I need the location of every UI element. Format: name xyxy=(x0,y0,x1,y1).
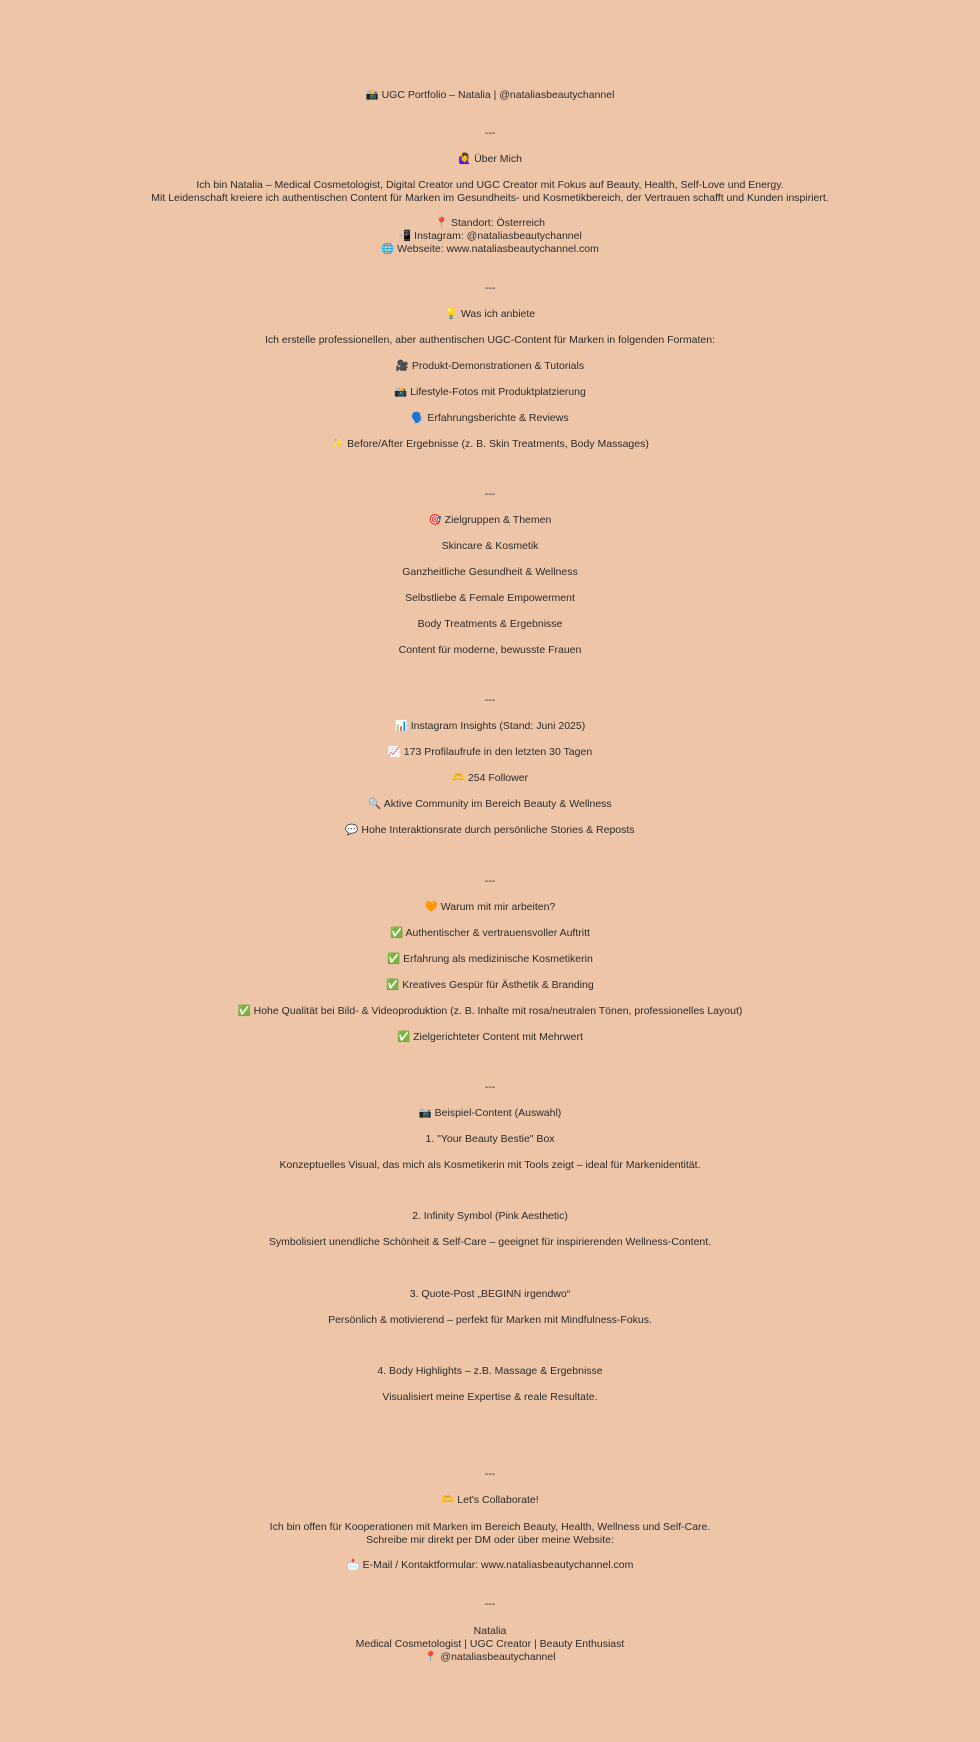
why-item: ✅ Zielgerichteter Content mit Mehrwert xyxy=(397,1031,583,1043)
collab-heading: 🫶 Let's Collaborate! xyxy=(441,1494,539,1506)
examples-heading: 📷 Beispiel-Content (Auswahl) xyxy=(418,1107,562,1119)
collab-text-line-2: Schreibe mir direkt per DM oder über meine Website: xyxy=(366,1534,614,1546)
why-item: ✅ Hohe Qualität bei Bild- & Videoproduktion (z. B. Inhalte mit rosa/neutralen Tönen, professionelles Layout) xyxy=(237,1005,743,1017)
example-description: Visualisiert meine Expertise & reale Resultate. xyxy=(382,1391,598,1403)
footer-handle: 📍 @nataliasbeautychannel xyxy=(424,1651,556,1663)
audience-item: Selbstliebe & Female Empowerment xyxy=(405,592,575,604)
audience-item: Skincare & Kosmetik xyxy=(441,540,539,552)
audience-item: Body Treatments & Ergebnisse xyxy=(417,618,563,630)
offer-item: ✨ Before/After Ergebnisse (z. B. Skin Treatments, Body Massages) xyxy=(331,438,649,450)
insights-item: 🫶 254 Follower xyxy=(451,772,529,784)
about-instagram: 📲 Instagram: @nataliasbeautychannel xyxy=(398,230,582,242)
footer-role: Medical Cosmetologist | UGC Creator | Beauty Enthusiast xyxy=(355,1638,625,1650)
offer-heading: 💡 Was ich anbiete xyxy=(444,308,536,320)
divider: --- xyxy=(484,1598,496,1610)
about-location: 📍 Standort: Österreich xyxy=(435,217,545,229)
example-title: 2. Infinity Symbol (Pink Aesthetic) xyxy=(412,1210,568,1222)
about-intro-line-2: Mit Leidenschaft kreiere ich authentischen Content für Marken im Gesundheits- und Kosmetikbereich, der Vertrauen schafft und Kunden inspiriert. xyxy=(151,192,829,204)
offer-item: 🎥 Produkt-Demonstrationen & Tutorials xyxy=(395,360,585,372)
divider: --- xyxy=(484,127,496,139)
divider: --- xyxy=(484,1081,496,1093)
why-heading: 🧡 Warum mit mir arbeiten? xyxy=(424,901,556,913)
offer-item: 🗣️ Erfahrungsberichte & Reviews xyxy=(411,412,569,424)
why-item: ✅ Erfahrung als medizinische Kosmetikerin xyxy=(387,953,593,965)
example-description: Symbolisiert unendliche Schönheit & Self-Care – geeignet für inspirierenden Wellness-Content. xyxy=(268,1236,712,1248)
example-title: 4. Body Highlights – z.B. Massage & Ergebnisse xyxy=(377,1365,603,1377)
example-title: 3. Quote-Post „BEGINN irgendwo“ xyxy=(409,1288,571,1300)
collab-text-line-1: Ich bin offen für Kooperationen mit Marken im Bereich Beauty, Health, Wellness und Self-Care. xyxy=(269,1521,711,1533)
divider: --- xyxy=(484,694,496,706)
why-item: ✅ Authentischer & vertrauensvoller Auftritt xyxy=(390,927,590,939)
example-description: Persönlich & motivierend – perfekt für Marken mit Mindfulness-Fokus. xyxy=(328,1314,652,1326)
example-title: 1. "Your Beauty Bestie" Box xyxy=(425,1133,555,1145)
offer-intro: Ich erstelle professionellen, aber authentischen UGC-Content für Marken in folgenden Formaten: xyxy=(265,334,715,346)
divider: --- xyxy=(484,488,496,500)
divider: --- xyxy=(484,1468,496,1480)
insights-item: 📈 173 Profilaufrufe in den letzten 30 Tagen xyxy=(387,746,593,758)
insights-item: 🔍 Aktive Community im Bereich Beauty & Wellness xyxy=(368,798,612,810)
audience-item: Content für moderne, bewusste Frauen xyxy=(398,644,582,656)
why-item: ✅ Kreatives Gespür für Ästhetik & Branding xyxy=(386,979,594,991)
offer-item: 📸 Lifestyle-Fotos mit Produktplatzierung xyxy=(394,386,586,398)
divider: --- xyxy=(484,875,496,887)
collab-contact: 📩 E-Mail / Kontaktformular: www.nataliasbeautychannel.com xyxy=(346,1559,634,1571)
audience-item: Ganzheitliche Gesundheit & Wellness xyxy=(402,566,578,578)
insights-item: 💬 Hohe Interaktionsrate durch persönliche Stories & Reposts xyxy=(345,824,635,836)
about-intro-line-1: Ich bin Natalia – Medical Cosmetologist, Digital Creator und UGC Creator mit Fokus auf Beauty, Health, Self-Love und Energy. xyxy=(196,179,784,191)
audience-heading: 🎯 Zielgruppen & Themen xyxy=(428,514,552,526)
insights-heading: 📊 Instagram Insights (Stand: Juni 2025) xyxy=(394,720,586,732)
about-website: 🌐 Webseite: www.nataliasbeautychannel.com xyxy=(381,243,599,255)
page-title: 📸 UGC Portfolio – Natalia | @nataliasbeautychannel xyxy=(365,89,615,101)
footer-name: Natalia xyxy=(473,1625,507,1637)
divider: --- xyxy=(484,282,496,294)
example-description: Konzeptuelles Visual, das mich als Kosmetikerin mit Tools zeigt – ideal für Markenidentität. xyxy=(279,1159,701,1171)
about-heading: 🙋‍♀️ Über Mich xyxy=(458,153,522,165)
